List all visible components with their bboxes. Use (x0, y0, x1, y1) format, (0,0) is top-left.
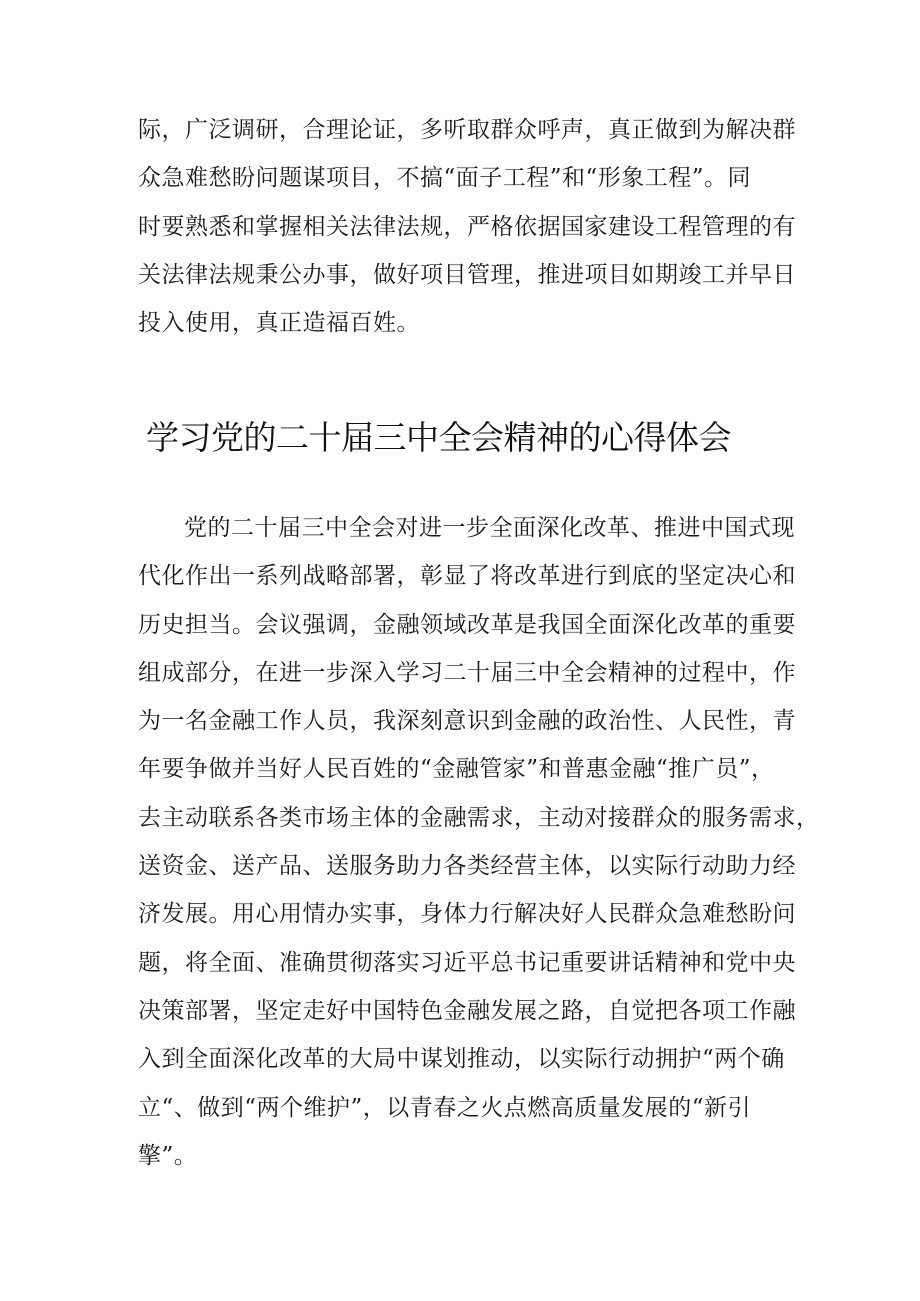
text-line: 年要争做并当好人民百姓的“金融管家”和普惠金融“推广员”， (138, 756, 775, 783)
text-line: 立“、做到“两个维护”，以青春之火点燃高质量发展的“新引 (138, 1094, 752, 1121)
text-line: 为一名金融工作人员，我深刻意识到金融的政治性、人民性，青 (138, 708, 796, 735)
text-line: 众急难愁盼问题谋项目，不搞“面子工程”和“形象工程”。同 (138, 165, 752, 192)
text-line: 组成部分，在进一步深入学习二十届三中全会精神的过程中，作 (138, 659, 796, 686)
text-line: 时要熟悉和掌握相关法律法规，严格依据国家建设工程管理的有 (138, 213, 796, 240)
body-paragraph (138, 504, 820, 1180)
text-line: 决策部署，坚定走好中国特色金融发展之路，自觉把各项工作融 (138, 997, 796, 1024)
section-heading: 学习党的二十届三中全会精神的心得体会 (146, 418, 731, 457)
text-line: 济发展。用心用情办实事，身体力行解决好人民群众急难愁盼问 (138, 901, 796, 928)
text-line: 党的二十届三中全会对进一步全面深化改革、推进中国式现 (184, 515, 795, 541)
continuation-paragraph (138, 106, 796, 347)
text-line: 擎”。 (138, 1142, 198, 1169)
text-line: 去主动联系各类市场主体的金融需求，主动对接群众的服务需求， (138, 804, 820, 831)
text-line: 代化作出一系列战略部署，彰显了将改革进行到底的坚定决心和 (138, 563, 796, 590)
text-line: 题，将全面、准确贯彻落实习近平总书记重要讲话精神和党中央 (138, 949, 796, 976)
text-line: 际，广泛调研，合理论证，多听取群众呼声，真正做到为解决群 (138, 117, 796, 143)
text-line: 历史担当。会议强调，金融领域改革是我国全面深化改革的重要 (138, 611, 796, 638)
text-line: 入到全面深化改革的大局中谋划推动，以实际行动拥护“两个确 (138, 1046, 785, 1073)
text-line: 投入使用，真正造福百姓。 (138, 310, 420, 337)
text-line: 关法律法规秉公办事，做好项目管理，推进项目如期竣工并早日 (138, 261, 796, 288)
text-line: 送资金、送产品、送服务助力各类经营主体，以实际行动助力经 (138, 853, 796, 880)
